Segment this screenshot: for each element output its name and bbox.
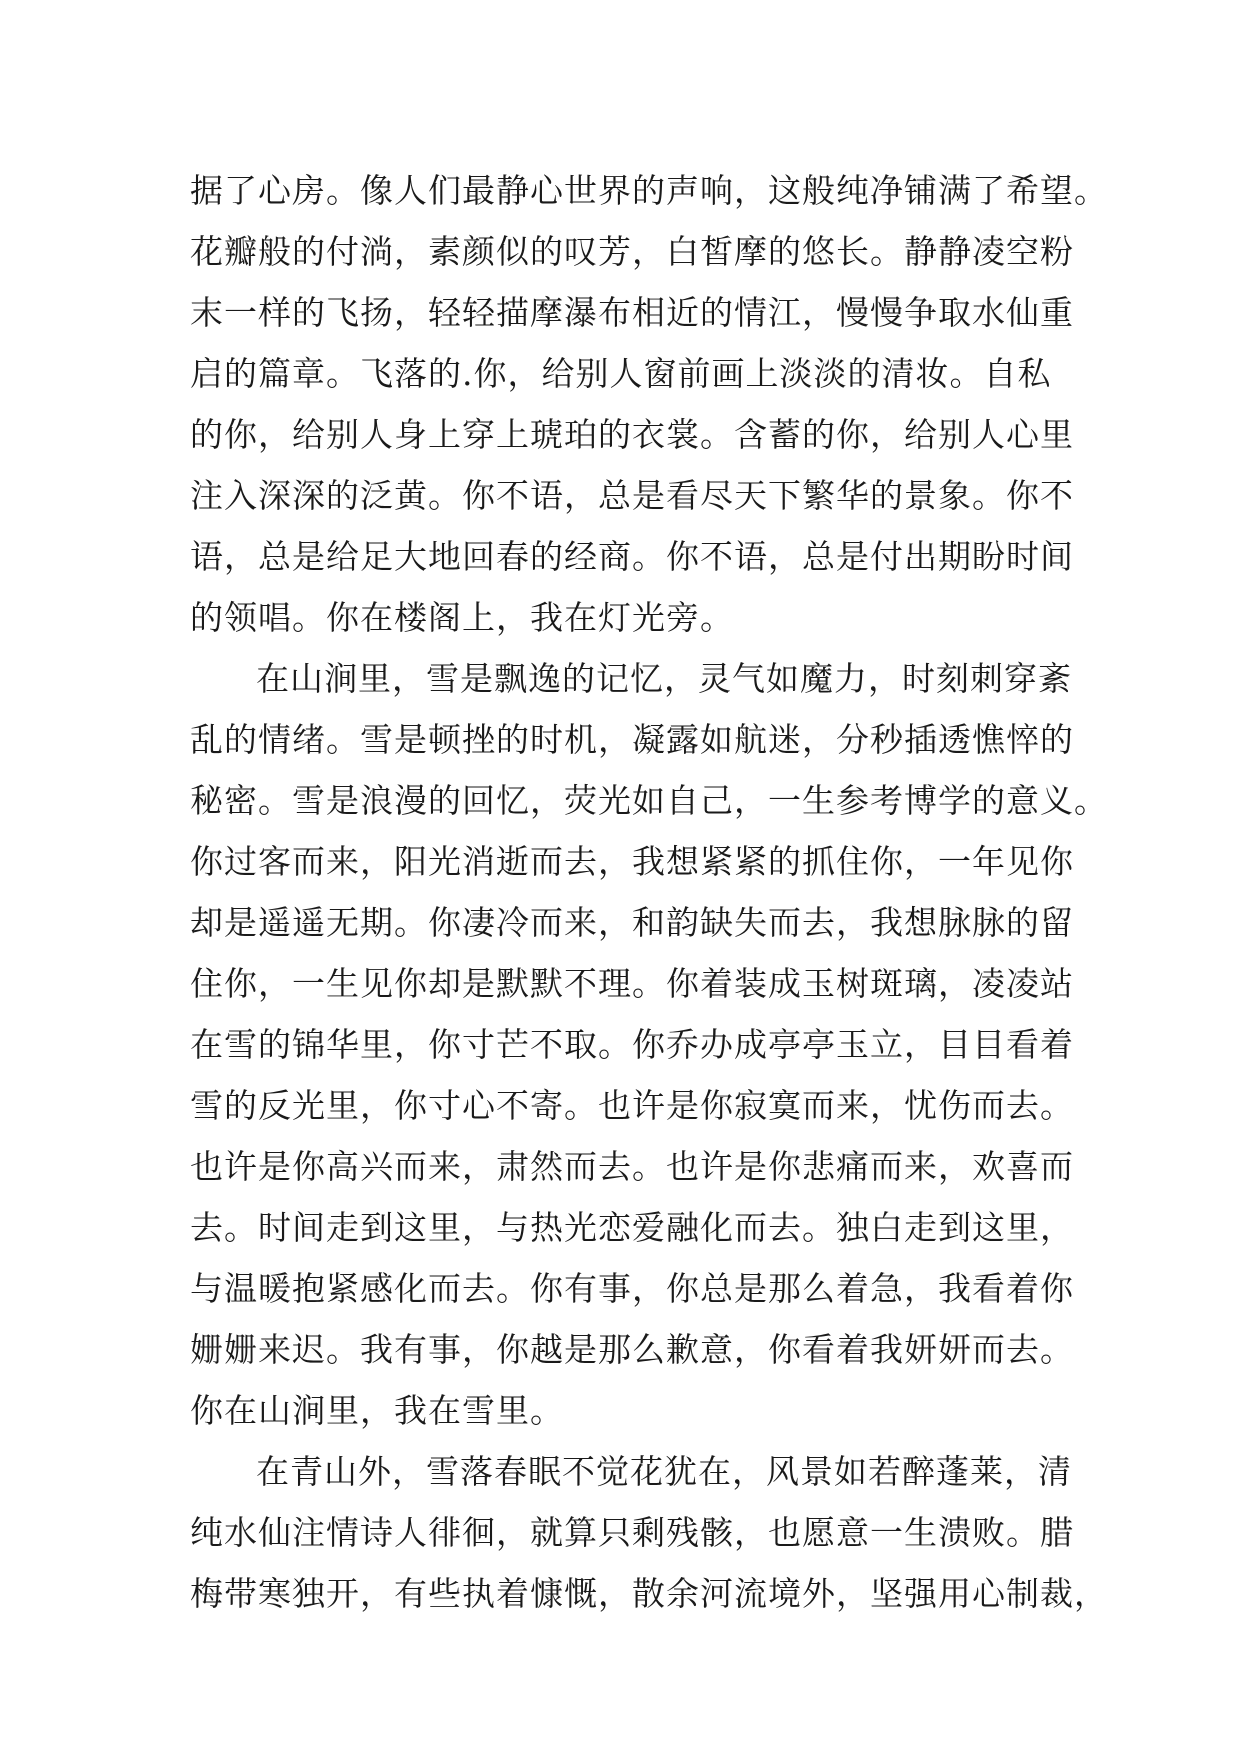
- document-body: [190, 160, 1108, 1624]
- text-line: 语，总是给足大地回春的经商。你不语，总是付出期盼时间: [190, 537, 1074, 576]
- text-line: 的你，给别人身上穿上琥珀的衣裳。含蓄的你，给别人心里: [190, 415, 1074, 454]
- text-line: 据了心房。像人们最静心世界的声响，这般纯净铺满了希望。: [190, 171, 1108, 210]
- text-line: 去。时间走到这里，与热光恋爱融化而去。独白走到这里，: [190, 1208, 1074, 1247]
- paragraph-first-line: 在青山外，雪落春眠不觉花犹在，风景如若醉蓬莱，清: [256, 1452, 1072, 1491]
- text-line: 的领唱。你在楼阁上，我在灯光旁。: [190, 598, 734, 637]
- text-line: 却是遥遥无期。你凄冷而来，和韵缺失而去，我想脉脉的留: [190, 903, 1074, 942]
- text-line: 梅带寒独开，有些执着慷慨，散余河流境外，坚强用心制裁，: [190, 1574, 1108, 1613]
- text-line: 启的篇章。飞落的.你，给别人窗前画上淡淡的清妆。自私: [190, 354, 1052, 393]
- text-line: 注入深深的泛黄。你不语，总是看尽天下繁华的景象。你不: [190, 476, 1074, 515]
- text-line: 纯水仙注情诗人徘徊，就算只剩残骸，也愿意一生溃败。腊: [190, 1513, 1074, 1552]
- text-line: 乱的情绪。雪是顿挫的时机，凝露如航迷，分秒插透憔悴的: [190, 720, 1074, 759]
- text-line: 花瓣般的付淌，素颜似的叹芳，白皙摩的悠长。静静凌空粉: [190, 232, 1074, 271]
- text-line: 末一样的飞扬，轻轻描摩瀑布相近的情江，慢慢争取水仙重: [190, 293, 1074, 332]
- text-line: 也许是你高兴而来，肃然而去。也许是你悲痛而来，欢喜而: [190, 1147, 1074, 1186]
- text-line: 在雪的锦华里，你寸芒不取。你乔办成亭亭玉立，目目看着: [190, 1025, 1074, 1064]
- text-line: 姗姗来迟。我有事，你越是那么歉意，你看着我妍妍而去。: [190, 1330, 1074, 1369]
- paragraph-first-line: 在山涧里，雪是飘逸的记忆，灵气如魔力，时刻刺穿紊: [256, 659, 1072, 698]
- text-line: 你在山涧里，我在雪里。: [190, 1391, 564, 1430]
- text-line: 住你，一生见你却是默默不理。你着装成玉树斑璃，凌凌站: [190, 964, 1074, 1003]
- text-line: 你过客而来，阳光消逝而去，我想紧紧的抓住你，一年见你: [190, 842, 1074, 881]
- text-line: 与温暖抱紧感化而去。你有事，你总是那么着急，我看着你: [190, 1269, 1074, 1308]
- text-line: 秘密。雪是浪漫的回忆，荧光如自己，一生参考博学的意义。: [190, 781, 1108, 820]
- text-line: 雪的反光里，你寸心不寄。也许是你寂寞而来，忧伤而去。: [190, 1086, 1074, 1125]
